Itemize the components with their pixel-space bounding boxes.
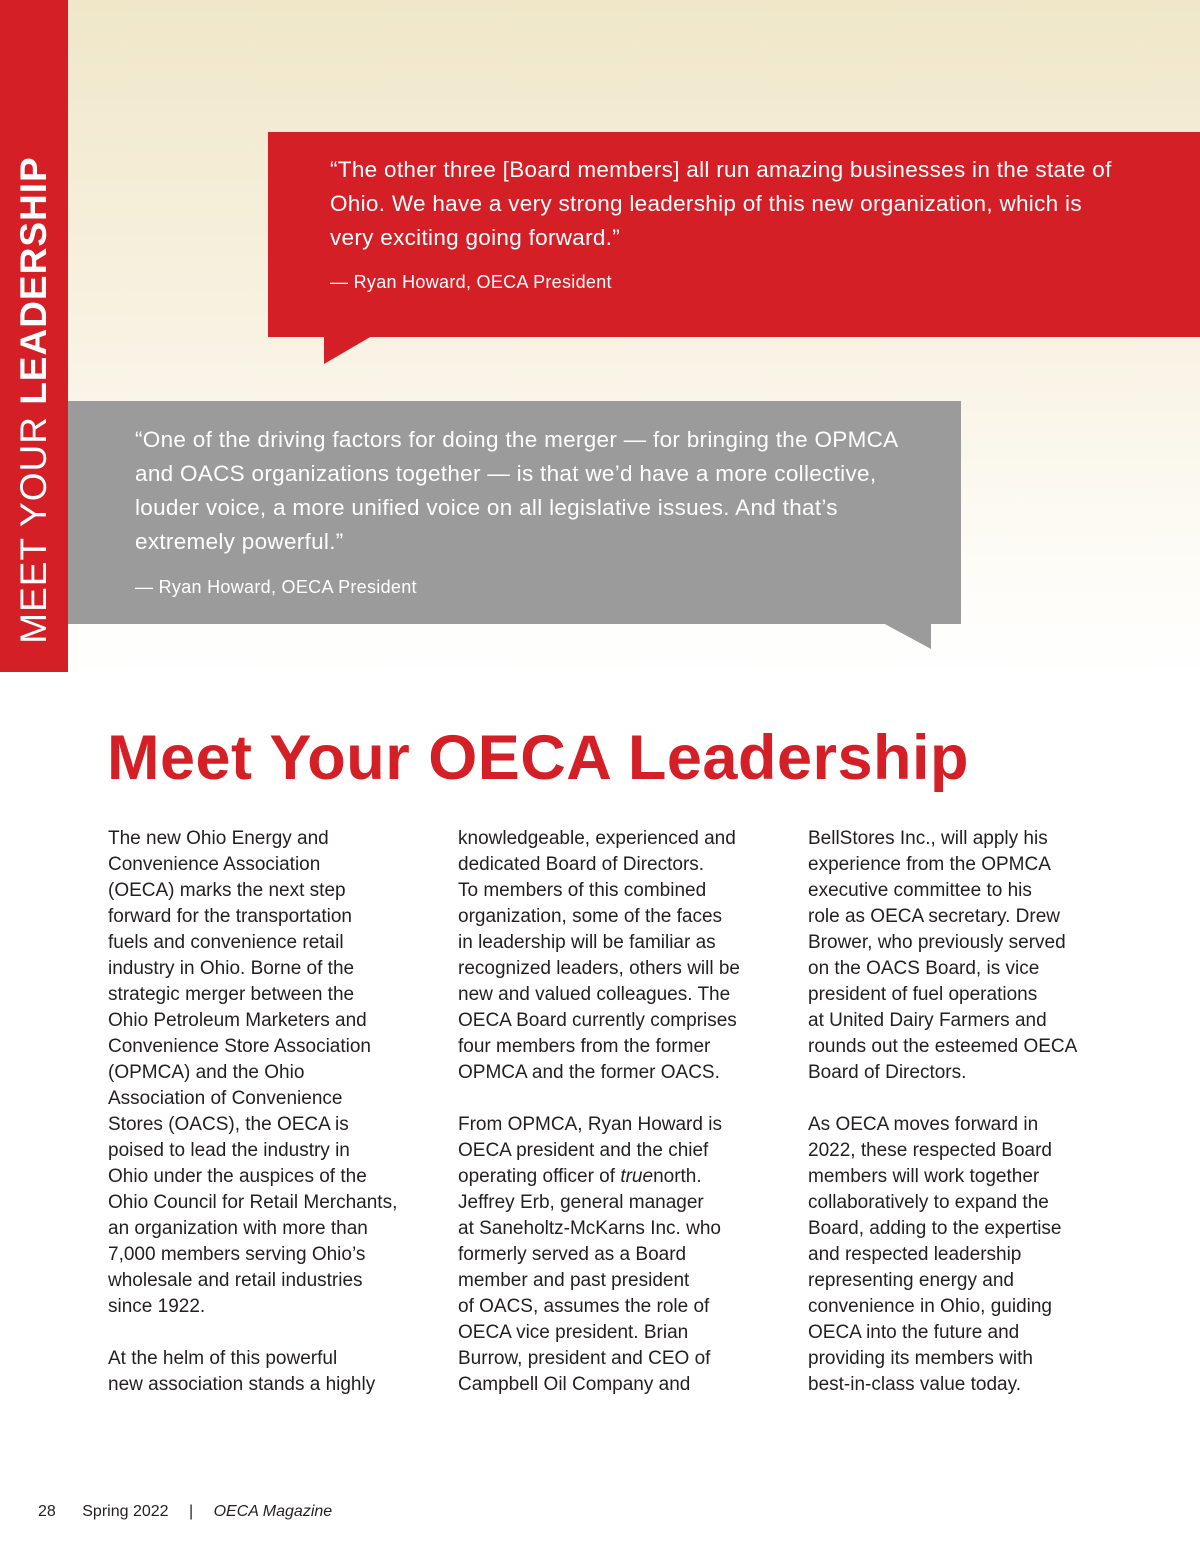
pull-quote-text: “The other three [Board members] all run amazing businesses in the state of Ohio. We have a very strong leadership of this new organization, which is very exciting going forward.” — [330, 157, 1112, 250]
article-paragraph: As OECA moves forward in 2022, these respected Board members will work together collaboratively to expand the Board, adding to the expertise and respected leadership representing energy and convenience in Ohio, guiding OECA into the future and providing its members with best-in-class value today. — [808, 1114, 1062, 1395]
pull-quote-red — [268, 132, 1200, 337]
footer-separator: | — [189, 1503, 194, 1520]
article-column-3 — [808, 826, 1138, 1398]
article-paragraph — [458, 1112, 788, 1398]
section-side-bar — [0, 0, 68, 672]
company-name-italic: true — [620, 1166, 654, 1187]
page-footer — [38, 1503, 332, 1521]
pull-quote-attribution: — Ryan Howard, OECA President — [135, 577, 417, 597]
article-column-2 — [458, 826, 788, 1398]
pull-quote-attribution: — Ryan Howard, OECA President — [330, 272, 612, 292]
paragraph-text: From OPMCA, Ryan Howard is OECA president and the chief operating officer of — [458, 1114, 722, 1187]
issue-date: Spring 2022 — [82, 1503, 169, 1520]
section-label — [13, 156, 55, 643]
magazine-name: OECA Magazine — [213, 1503, 333, 1520]
section-label-bold: LEADERSHIP — [13, 156, 54, 405]
article-paragraph: At the helm of this powerful new association stands a highly — [108, 1348, 376, 1395]
page-number: 28 — [38, 1503, 56, 1520]
pull-quote-gray — [68, 401, 961, 624]
section-label-light: MEET YOUR — [13, 404, 54, 644]
article-paragraph: BellStores Inc., will apply his experience from the OPMCA executive committee to his role as OECA secretary. Drew Brower, who previously served on the OACS Board, is vice president of fuel operations at United Dairy Farmers and rounds out the esteemed OECA Board of Directors. — [808, 828, 1078, 1083]
paragraph-text: . Jeffrey Erb, general manager at Saneholtz-McKarns Inc. who formerly served as a Board member and past president of OACS, assumes the role of OECA vice president. Brian Burrow, president and CEO of Campbell Oil Company and — [458, 1166, 721, 1395]
speech-bubble-tail-gray — [883, 623, 931, 649]
article-column-1 — [108, 826, 438, 1398]
pull-quote-text: “One of the driving factors for doing the merger — for bringing the OPMCA and OACS organizations together — is that we’d have a more collective, louder voice, a more unified voice on all legislative issues. And that’s extremely powerful.” — [135, 427, 898, 554]
company-name-rest: north — [653, 1166, 697, 1187]
article-paragraph: The new Ohio Energy and Convenience Association (OECA) marks the next step forward for the transportation fuels and convenience retail industry in Ohio. Borne of the strategic merger between the Ohio Petroleum Marketers and Convenience Store Association (OPMCA) and the Ohio Association of Convenience Stores (OACS), the OECA is poised to lead the industry in Ohio under the auspices of the Ohio Council for Retail Merchants, an organization with more than 7,000 members serving Ohio’s wholesale and retail industries since 1922. — [108, 828, 398, 1317]
speech-bubble-tail-red — [324, 336, 372, 364]
article-paragraph: knowledgeable, experienced and dedicated Board of Directors. To members of this combined organization, some of the faces in leadership will be familiar as recognized leaders, others will be new and valued colleagues. The OECA Board currently comprises four members from the former OPMCA and the former OACS. — [458, 828, 740, 1083]
article-headline: Meet Your OECA Leadership — [107, 723, 970, 793]
